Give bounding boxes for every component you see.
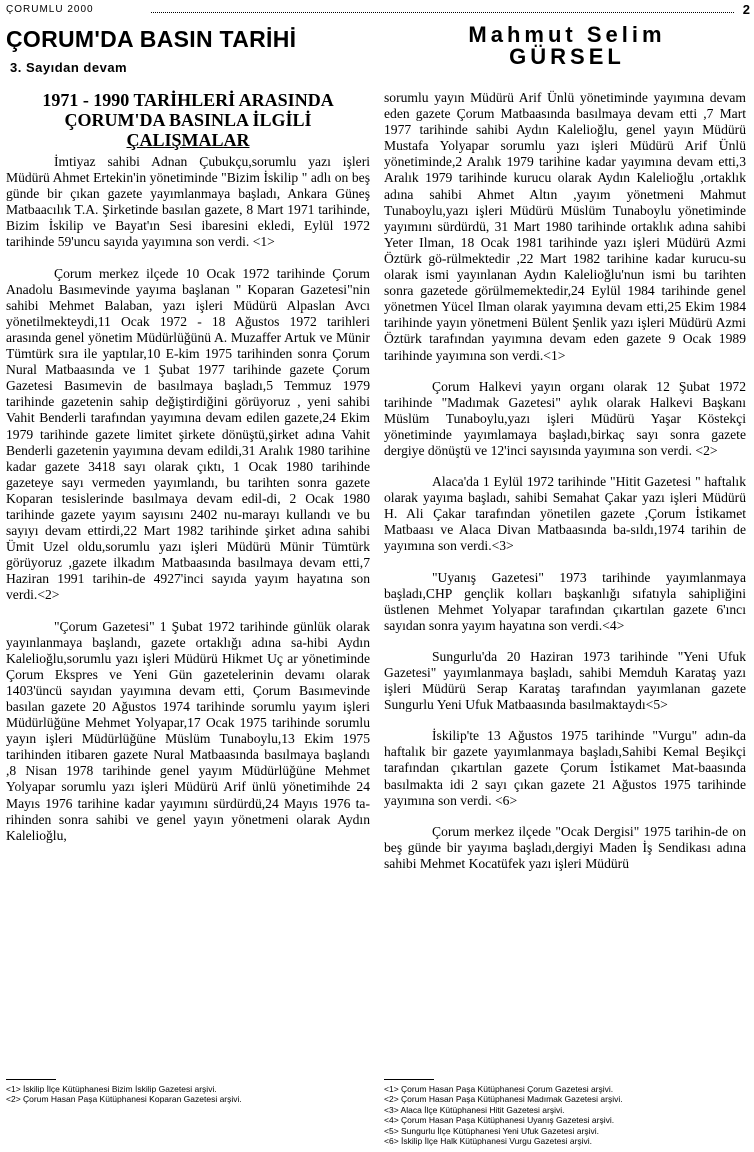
article-title: ÇORUM'DA BASIN TARİHİ xyxy=(6,26,297,52)
footnote: <5> Sungurlu İlçe Kütüphanesi Yeni Ufuk Gazetesi arşivi. xyxy=(384,1125,599,1136)
footnote: <6> İskilip İlçe Halk Kütüphanesi Vurgu Gazetesi arşivi. xyxy=(384,1136,593,1147)
footnote: <1> Çorum Hasan Paşa Kütüphanesi Çorum Gazetesi arşivi. xyxy=(384,1084,614,1094)
footnotes-right xyxy=(384,1079,746,1146)
footnote: <3> Alaca İlçe Kütüphanesi Hitit Gazetesi arşivi. xyxy=(384,1104,565,1115)
section-heading-line-2: ÇORUM'DA BASINLA İLGİLİ xyxy=(64,110,312,130)
paragraph: "Uyanış Gazetesi" 1973 tarihinde yayımlanmaya başladı,CHP gençlik kolları başkanlığı sıfatıyla sahipliğini üstlenen Mehmet Yolyapar tarafından çıkartılan gazete 6'ıncı sayıdan sonra yayım hayatına son verdi.<4> xyxy=(384,569,746,633)
right-column xyxy=(384,90,746,1075)
running-header xyxy=(6,4,750,18)
left-column xyxy=(6,154,370,1078)
paragraph: Çorum merkez ilçede "Ocak Dergisi" 1975 tarihin-de on beş günde bir yayıma başladı,dergiyi Maden İş Sendikası adına sahibi Mehmet Kocatüfek yazı işleri Müdürü xyxy=(384,823,746,871)
header-dotted-rule xyxy=(151,12,734,13)
footnote: <2> Çorum Hasan Paşa Kütüphanesi Madımak Gazetesi arşivi. xyxy=(384,1094,623,1105)
footnote-rule xyxy=(6,1079,56,1080)
paragraph: İskilip'te 13 Ağustos 1975 tarihinde "Vurgu" adın-da haftalık bir gazete yayımlanmaya başladı,Sahibi Kemal Beşikçi tarafından çıkartılan gazete Çorum İstikamet Mat-baasında basılmakta idi 2 sayı çıkan gazete 21 Ağustos 1975 tarihinde yayımına son verdi. <6> xyxy=(384,728,746,808)
footnotes-left xyxy=(6,1079,370,1105)
page-number: 2 xyxy=(742,2,750,17)
footnote-rule xyxy=(384,1079,434,1080)
section-heading xyxy=(6,90,370,150)
paragraph: Alaca'da 1 Eylül 1972 tarihinde "Hitit Gazetesi " haftalık olarak yayıma başladı, sahibi Semahat Çakar yazı işleri Müdürü H. Ali Çakar tarafından yönetilen gazete ,Çorum İstikamet Matbaası ve Alaca Divan Matbaasında ba-sıldı,1974 tarihin de yayımına son verdi.<3> xyxy=(384,474,746,554)
footnote: <1> İskilip İlçe Kütüphanesi Bizim İskilip Gazetesi arşivi. xyxy=(6,1084,217,1094)
author-first-name: Mahmut Selim xyxy=(468,22,666,47)
footnote: <2> Çorum Hasan Paşa Kütüphanesi Koparan Gazetesi arşivi. xyxy=(6,1094,242,1105)
section-heading-line-1: 1971 - 1990 TARİHLERİ ARASINDA xyxy=(42,90,334,110)
paragraph: İmtiyaz sahibi Adnan Çubukçu,sorumlu yazı işleri Müdürü Ahmet Ertekin'in yönetiminde "Bizim İskilip " adlı on beş günde bir çıkan gazete yayımlanmaya başladı, Ankara Güneş Matbaacılık T.A. Şirketinde basılan gazete, 8 Mart 1971 tarihinde, Bizim İskilip ve Bayat'ın Sesi ibaresini ekledi, Eylül 1972 tarihinde 59'uncu sayıda yayımına son verdi. <1> xyxy=(6,154,370,250)
footnote: <4> Çorum Hasan Paşa Kütüphanesi Uyanış Gazetesi arşivi. xyxy=(384,1115,615,1126)
running-head: ÇORUMLU 2000 xyxy=(6,4,94,15)
paragraph: "Çorum Gazetesi" 1 Şubat 1972 tarihinde günlük olarak yayınlanmaya başlandı, gazete ortaklığı adına sa-hibi Aydın Kalelioğlu,sorumlu yazı işleri Müdürü Hikmet Uç ar yönetiminde Çorum Ekspres ve Yeni Gün gazetelerinin devamı olarak 1403'üncü sayıdan yayımına devam etti, Çorum Basımevinde basılan gazete 20 Ağustos 1974 tarihinde sorumlu yayım işleri Müdürlüğüne Mehmet Yolyapar,17 Ocak 1975 tarihinde sorumlu yayın işleri Müdürlüğüne Müslüm Tunaboylu,13 Ekim 1975 tarihinden itibaren gazete Nural Matbaasında basılmaya başlandı ,8 Nisan 1978 tarihinde genel yayım Müdürlüğüne Mehmet Yolyapar sorumlu yazı işleri Müdürü Arif ünlü yönetimihde 24 Mayıs 1976 tarihine kadar yayımını sürdürdü,24 Mayıs 1976 ta-rihinden sonra sahibi ve genel yayın yönetmeni olarak Aydın Kalelioğlu, xyxy=(6,618,370,843)
section-heading-line-3: ÇALIŞMALAR xyxy=(126,130,250,150)
author-last-name: GÜRSEL xyxy=(509,44,625,69)
paragraph: Çorum merkez ilçede 10 Ocak 1972 tarihinde Çorum Anadolu Basımevinde yayıma başlanan " Koparan Gazetesi"nin sahibi Mehmet Balaban, yazı işleri Müdürü Alpaslan Avcı yönetilmekteydi,11 Ocak 1972 - 18 Ağustos 1972 tarihleri arasında genel yönetim Müdürlüğünü A. Muzaffer Artuk ve Münir Tümtürk sıra ile yaptılar,10 E-kim 1975 tarihinden sonra Çorum Nural Matbaasında ve 1 Şubat 1977 tarihinde gazete Çorum Gazetesi Basımevin de basılmaya başladı,5 Temmuz 1979 tarihinde gazetenin sahip değiştirdiğini görüyoruz , yeni sahibi Vahit Benderli tarafından yayımına devam edilen gazete,24 Ekim 1979 tarihinde gazete limitet şirkete dönüştü,şirket adına Vahit Benderli gazetenin yayımına devam edildi,31 Aralık 1980 tarihine kadar gazete 3418 sayı olarak çıktı, 1 Ocak 1980 tarihinde gazeteye sayı vermeden yayımlandı, bu tarihten sonra gazete Koparan tesislerinde basılmaya devam edil-di, 2 Ocak 1980 tarihinde gazete yayım sayısını 2402 nu-marayı kullandı ve bu sayıyı devam ettirdi,22 Mart 1982 tarihinde şirket adına sahibi Ümit Uzel oldu,sorumlu yazı işleri Müdürü Münir Tümtürk görüyoruz ,gazete ilkadım Matbaasında basılmaya devam etti,7 Haziran 1991 tarihin-de 4927'inci sayıda yayım hayatına son verdi.<2> xyxy=(6,265,370,603)
continuation-note: 3. Sayıdan devam xyxy=(10,60,128,75)
paragraph: sorumlu yayın Müdürü Arif Ünlü yönetiminde yayımına devam eden gazete Çorum Matbaasında basılmaya devam etti ,7 Mart 1977 tarihinde sahibi Aydın Kalelioğlu, genel yayın Müdürü Mustafa Yolyapar sorumlu yazı işleri Müdürü Arif Ünlü yönetiminde,2 Aralık 1979 tarihine kadar yayımına devam etti,3 Aralık 1979 tarihinde kurucu olarak Aydın Kalelioğlu ,ortaklık adına sahibi Ahmet Altın ,yayım yönetmeni Mahmut Tunaboylu,yazı işleri Müdürü Müslüm Tunaboylu yönetiminde yayımını sürdürdü, 31 Mart 1980 tarihinde ortaklık adına sahibi Yeter Ilman, 18 Ocak 1981 tarihinde yazı işleri Müdürü Azmi Öztürk gö-rülmektedir ,22 Mart 1982 tarihine kadar kurucu-su olarak ismi yayınlanan Aydın Kalelioğlu'nun ismi bu tarihten sonra gazetede görülmemektedir,24 Eylül 1984 tarihinde genel yönetmen Yücel Ilman olarak yayımına devam etti,25 Ekim 1984 tarihinde yayın yönetmeni Bülent Şenlik yazı işleri Müdürü Azmi Öztürk tarafından yayımına devam eden gazete 9 Ocak 1989 tarihinde yayımına son verdi.<1> xyxy=(384,90,746,363)
author-name xyxy=(388,24,746,68)
paragraph: Çorum Halkevi yayın organı olarak 12 Şubat 1972 tarihinde "Madımak Gazetesi" aylık olarak Halkevi Başkanı Müslüm Tunaboylu,yazı işleri Müdürü Yaşar Köstekçi yönetiminde yayımlamaya başladı,birkaç sayı sonra gazete dergiye dönüştü ve 12'inci sayısında yayımına son verdi. <2> xyxy=(384,378,746,458)
paragraph: Sungurlu'da 20 Haziran 1973 tarihinde "Yeni Ufuk Gazetesi" yayımlanmaya başladı, sahibi Memduh Karataş yazı işleri Müdürü Serap Karataş tarafından yayımlanan gazete Sungurlu Yeni Ufuk Matbaasında basılmaktaydı<5> xyxy=(384,648,746,713)
